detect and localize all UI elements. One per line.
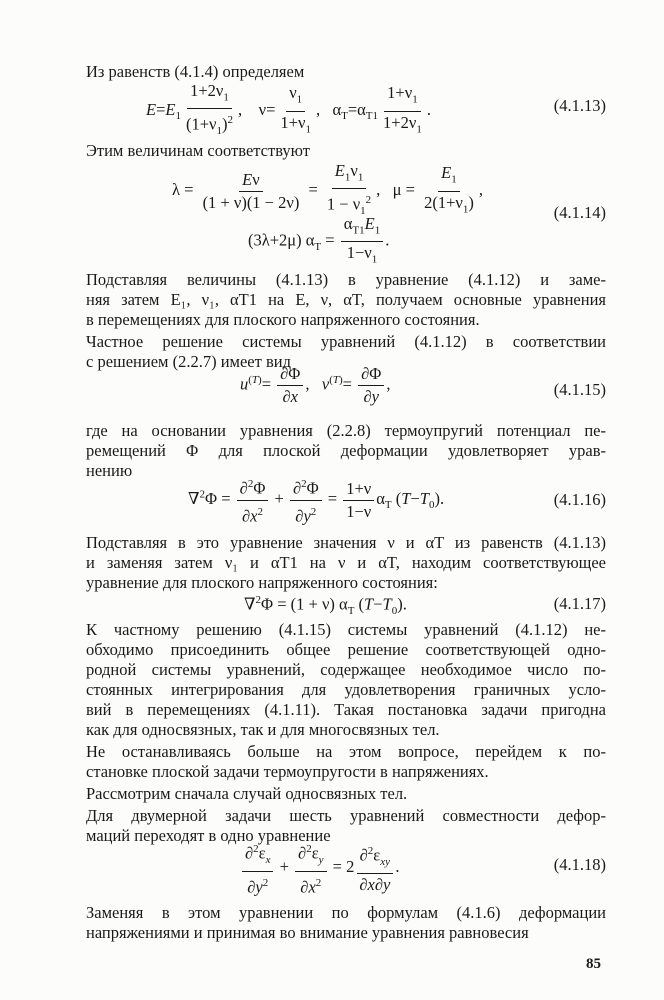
text-line: Подставляя в это уравнение значения ν и αT из равенств (4.1.13) xyxy=(86,533,606,552)
text-line: родной системы уравнений, содержащее необходимое число по- xyxy=(86,660,606,679)
equation-4-1-14a: λ = $\frac{E\nu}{(1 + \nu)(1 - 2\nu)}$ = $\frac{E_1\nu_1}{1 - \nu_1^2}$ , μ = $\frac{E_1}{2(1+\nu_1)}$ , xyxy=(172,161,483,218)
text-line: Подставляя величины (4.1.13) в уравнение (4.1.12) и заме- xyxy=(86,270,606,289)
text-line: напряжениями и принимая во внимание уравнения равновесия xyxy=(86,923,529,942)
text-line: Для двумерной задачи шесть уравнений совместности дефор- xyxy=(86,806,606,825)
text-line: ремещений Φ для плоской деформации удовлетворяет урав- xyxy=(86,441,606,460)
text-line: Из равенств (4.1.4) определяем xyxy=(86,62,305,81)
equation-4-1-14b: (3λ+2μ) $\alpha_T$ = $\frac{\alpha_{T1}E_1}{1-\nu_1}$ . xyxy=(248,214,390,266)
equation-number: (4.1.18) xyxy=(553,855,606,874)
text-line: Не останавливаясь больше на этом вопросе, перейдем к по- xyxy=(86,742,606,761)
text-line: вий в перемещениях (4.1.11). Такая постановка задачи пригодна xyxy=(86,700,606,719)
text-line: в перемещениях для плоского напряженного состояния. xyxy=(86,310,480,329)
text-line: где на основании уравнения (2.2.8) термоупругий потенциал пе- xyxy=(86,421,606,440)
equation-4-1-17: ∇$^2$Φ = (1 + ν) $\alpha_T$ $(T-T_0)$. xyxy=(244,594,407,617)
text-line: няя затем E₁, ν₁, αT1 на E, ν, αT, получаем основные уравнения xyxy=(86,290,606,309)
text-line: К частному решению (4.1.15) системы уравнений (4.1.12) не- xyxy=(86,620,606,639)
equation-number: (4.1.16) xyxy=(553,490,606,509)
text-line: маций переходят в одно уравнение xyxy=(86,826,331,845)
equation-number: (4.1.13) xyxy=(553,96,606,115)
text-line: становке плоской задачи термоупругости в напряжениях. xyxy=(86,762,489,781)
equation-4-1-16: ∇$^2$Φ = $\frac{\partial^2\Phi}{\partial x^2}$ + $\frac{\partial^2\Phi}{\partial y^2}$ = $\frac{1+\nu}{1-\nu}$ $\alpha_T$ $(T-T_0)$. xyxy=(188,475,444,525)
equation-number: (4.1.14) xyxy=(553,203,606,222)
equation-4-1-15: $u^{(T)}=$ $\frac{\partial\Phi}{\partial x}$ , $v^{(T)}=$ $\frac{\partial\Phi}{\partial y}$ , xyxy=(240,364,391,406)
equation-number: (4.1.17) xyxy=(553,594,606,613)
text-line: как для односвязных, так и для многосвязных тел. xyxy=(86,720,440,739)
text-line: Этим величинам соответствуют xyxy=(86,141,311,160)
text-line: Частное решение системы уравнений (4.1.12) в соответствии xyxy=(86,332,606,351)
text-line: и заменяя затем ν₁ и αT1 на ν и αT, находим соответствующее xyxy=(86,553,606,572)
text-line: уравнение для плоского напряженного состояния: xyxy=(86,573,438,592)
equation-4-1-13: $E=E_1$ $\frac{1+2\nu_1}{(1+\nu_1)^2}$ , ν= $\frac{\nu_1}{1+\nu_1}$ , $\alpha_T=\alpha_{T1}$ $\frac{1+\nu_1}{1+2\nu_1}$ . xyxy=(146,81,431,138)
equation-4-1-18: $\frac{\partial^2\varepsilon_x}{\partial y^2}$ + $\frac{\partial^2\varepsilon_y}{\partial x^2}$ = 2 $\frac{\partial^2\varepsilon_{xy}}{\partial x\partial y}$ . xyxy=(240,840,399,896)
text-line: нению xyxy=(86,461,133,480)
text-line: Заменяя в этом уравнении по формулам (4.1.6) деформации xyxy=(86,903,606,922)
text-line: с решением (2.2.7) имеет вид xyxy=(86,352,291,371)
equation-number: (4.1.15) xyxy=(553,380,606,399)
text-line: стоянных интегрирования для удовлетворения граничных усло- xyxy=(86,680,606,699)
page-number: 85 xyxy=(586,956,601,972)
text-line: обходимо присоединить общее решение соответствующей одно- xyxy=(86,640,606,659)
text-line: Рассмотрим сначала случай односвязных тел. xyxy=(86,784,408,803)
